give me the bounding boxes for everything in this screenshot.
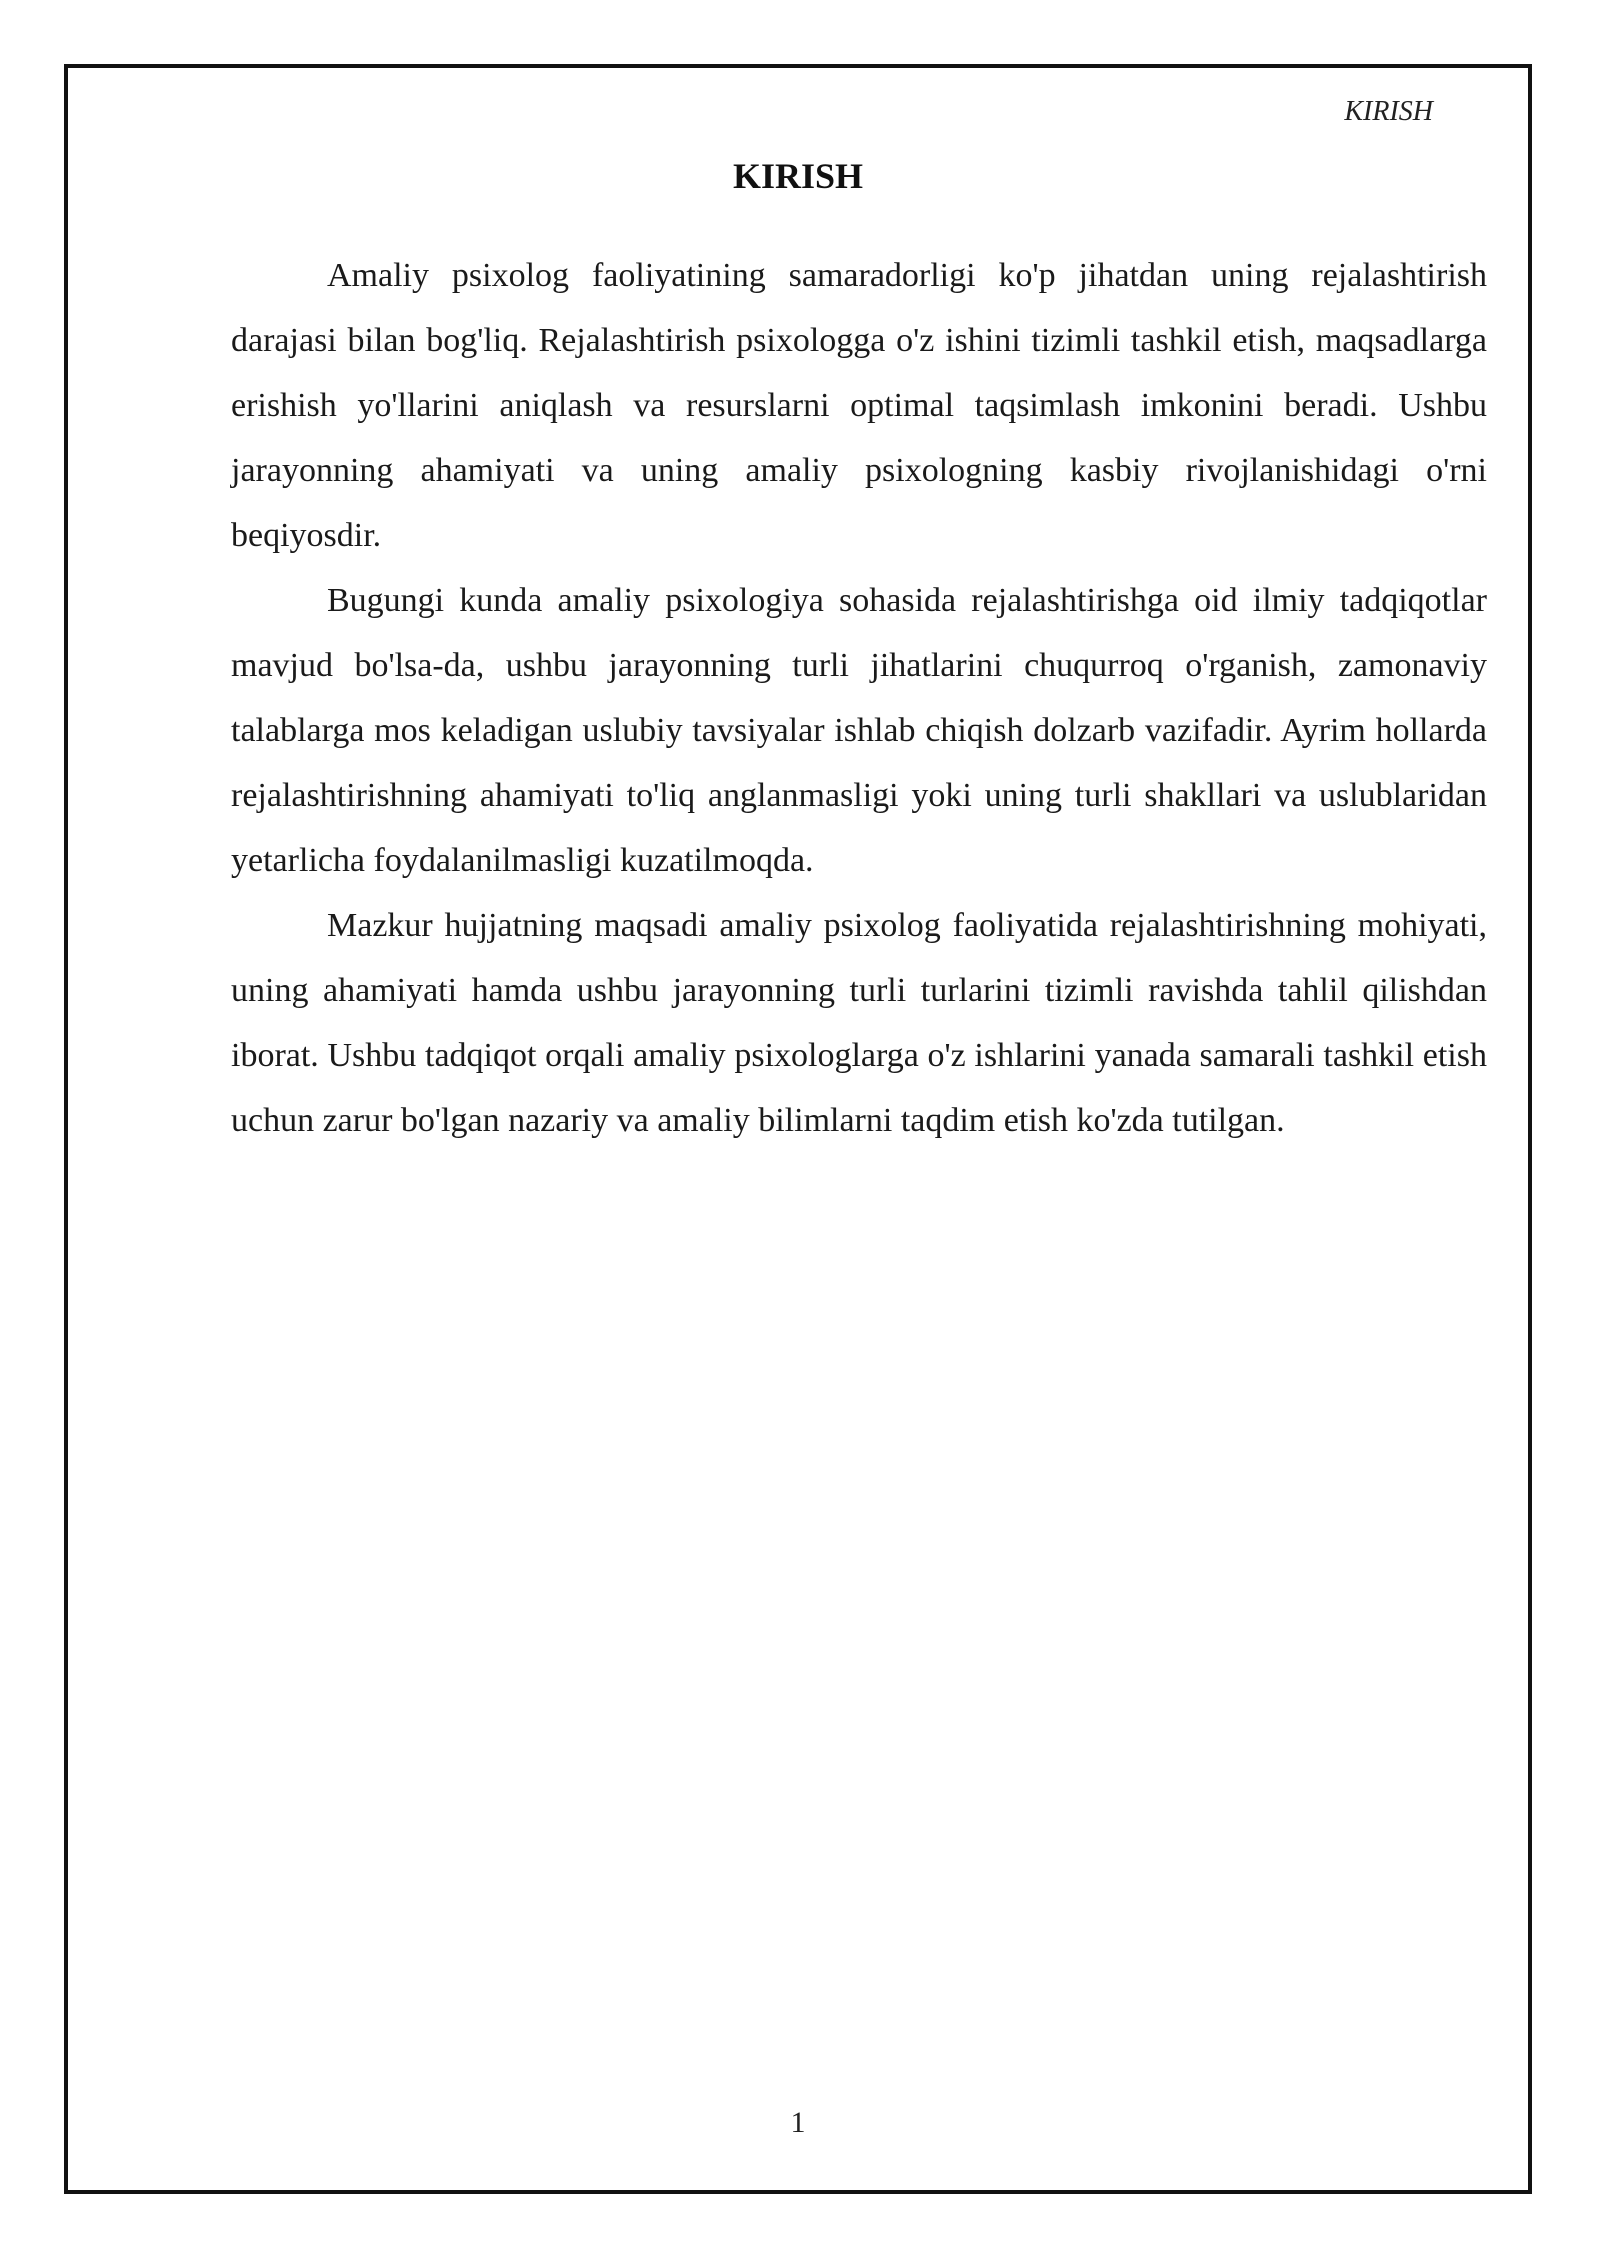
running-header: KIRISH: [1344, 96, 1433, 127]
paragraph-1: Amaliy psixolog faoliyatining samaradorligi ko'p jihatdan uning rejalashtirish darajasi bilan bog'liq. Rejalashtirish psixologga o'z ishini tizimli tashkil etish, maqsadlarga erishish yo'llarini aniqlash va resurslarni optimal taqsimlash imkonini beradi. Ushbu jarayonning ahamiyati va uning amaliy psixologning kasbiy rivojlanishidagi o'rni beqiyosdir.: [231, 257, 1487, 554]
paragraph-2: Bugungi kunda amaliy psixologiya sohasida rejalashtirishga oid ilmiy tadqiqotlar mavjud bo'lsa-da, ushbu jarayonning turli jihatlarini chuqurroq o'rganish, zamonaviy talablarga mos keladigan uslubiy tavsiyalar ishlab chiqish dolzarb vazifadir. Ayrim hollarda rejalashtirishning ahamiyati to'liq anglanmasligi yoki uning turli shakllari va uslublaridan yetarlicha foydalanilmasligi kuzatilmoqda.: [231, 582, 1487, 879]
page-number: 1: [790, 2106, 806, 2139]
body-text: [231, 243, 1487, 1153]
page-border: [64, 64, 1532, 2194]
paragraph-3: Mazkur hujjatning maqsadi amaliy psixolog faoliyatida rejalashtirishning mohiyati, uning ahamiyati hamda ushbu jarayonning turli turlarini tizimli ravishda tahlil qilishdan iborat. Ushbu tadqiqot orqali amaliy psixologlarga o'z ishlarini yanada samarali tashkil etish uchun zarur bo'lgan nazariy va amaliy bilimlarni taqdim etish ko'zda tutilgan.: [231, 907, 1487, 1139]
page-title: KIRISH: [732, 156, 864, 196]
